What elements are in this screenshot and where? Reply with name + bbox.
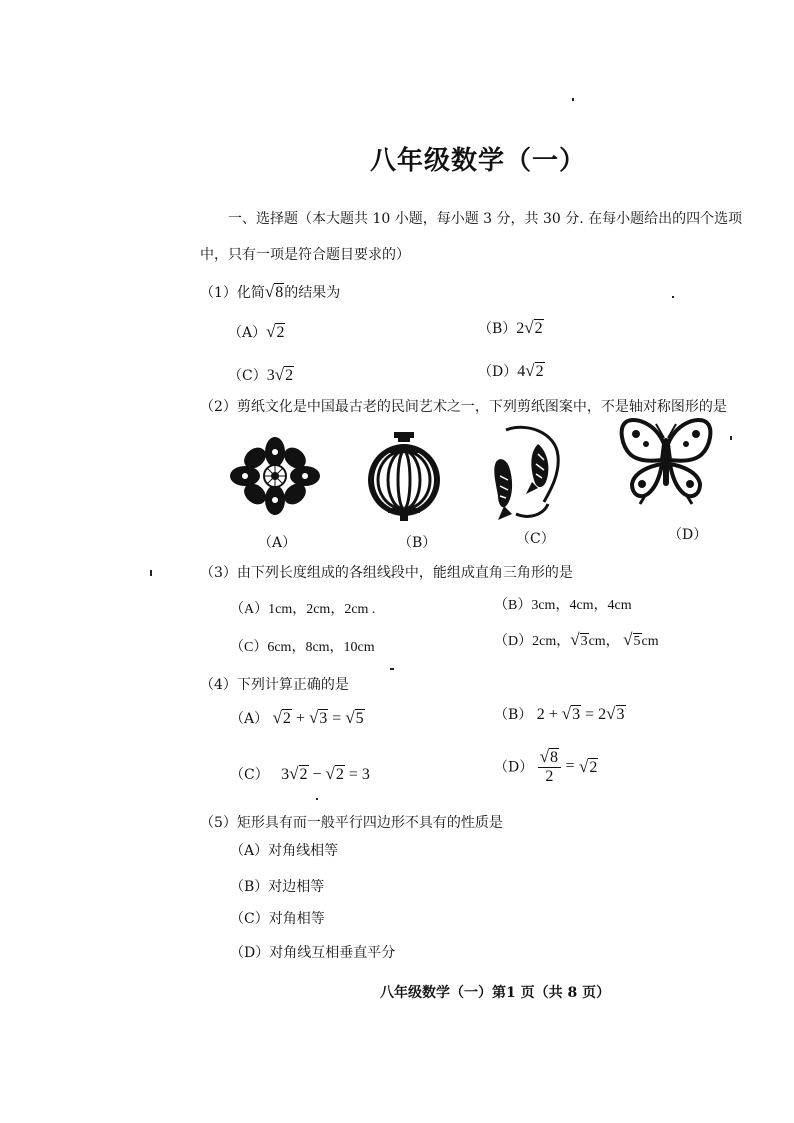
question-5-stem: （5）矩形具有而一般平行四边形不具有的性质是 xyxy=(200,815,503,831)
section-heading-line2: 中，只有一项是符合题目要求的） xyxy=(200,247,410,263)
question-4-stem: （4）下列计算正确的是 xyxy=(200,677,349,693)
scan-speck xyxy=(730,436,732,440)
q1-option-a[interactable]: （A）√2 xyxy=(228,322,285,341)
page-title: 八年级数学（一） xyxy=(370,146,587,176)
q5-option-a[interactable]: （A）对角线相等 xyxy=(230,843,339,859)
q4-option-a[interactable]: （A） √2 + √3 = √5 xyxy=(230,708,364,727)
q5-option-d[interactable]: （D）对角线互相垂直平分 xyxy=(230,945,396,961)
q3-option-a[interactable]: （A）1cm，2cm，2cm . xyxy=(230,602,376,617)
figure-label-c: （C） xyxy=(516,531,555,547)
scan-speck xyxy=(150,570,152,576)
scan-speck xyxy=(572,98,574,101)
sqrt-expression: √8 xyxy=(264,282,284,301)
q4-option-b[interactable]: （B） 2 + √3 = 2√3 xyxy=(494,704,625,723)
q3-option-d[interactable]: （D）2cm，√3cm， √5cm xyxy=(494,630,659,649)
question-2-stem: （2）剪纸文化是中国最古老的民间艺术之一，下列剪纸图案中，不是轴对称图形的是 xyxy=(200,399,727,415)
q5-option-c[interactable]: （C）对角相等 xyxy=(230,911,325,927)
scan-speck xyxy=(316,798,318,800)
figure-label-a: （A） xyxy=(258,535,297,551)
section-heading-line1: 一、选择题（本大题共 10 小题，每小题 3 分，共 30 分. 在每小题给出的四个选项 xyxy=(228,211,743,227)
question-1-stem: （1）化简√8的结果为 xyxy=(200,282,341,301)
q1-option-c[interactable]: （C）3√2 xyxy=(228,365,294,384)
q3-option-b[interactable]: （B）3cm，4cm，4cm xyxy=(494,598,632,613)
q1-option-b[interactable]: （B）2√2 xyxy=(478,318,543,337)
flower-papercut-icon[interactable] xyxy=(230,436,320,516)
scan-speck xyxy=(672,296,674,298)
q4-option-c[interactable]: （C） 3√2 − √2 = 3 xyxy=(230,764,370,783)
butterfly-papercut-icon[interactable] xyxy=(616,414,716,506)
q4-option-d[interactable]: （D） $\frac{√8}{2}$ = √2 xyxy=(494,747,598,785)
scan-speck xyxy=(390,668,394,670)
fraction: $\frac{√8}{2}$ xyxy=(538,748,561,785)
figure-label-b: （B） xyxy=(398,535,437,551)
figure-label-d: （D） xyxy=(668,527,708,543)
q5-option-b[interactable]: （B）对边相等 xyxy=(230,879,325,895)
koi-fish-papercut-icon[interactable] xyxy=(486,424,566,524)
q1-option-d[interactable]: （D）4√2 xyxy=(478,361,544,380)
q3-option-c[interactable]: （C）6cm，8cm，10cm xyxy=(230,640,375,655)
question-3-stem: （3）由下列长度组成的各组线段中，能组成直角三角形的是 xyxy=(200,565,573,581)
page-footer: 八年级数学（一）第1 页（共 8 页） xyxy=(380,985,611,1001)
lantern-papercut-icon[interactable] xyxy=(364,430,444,522)
